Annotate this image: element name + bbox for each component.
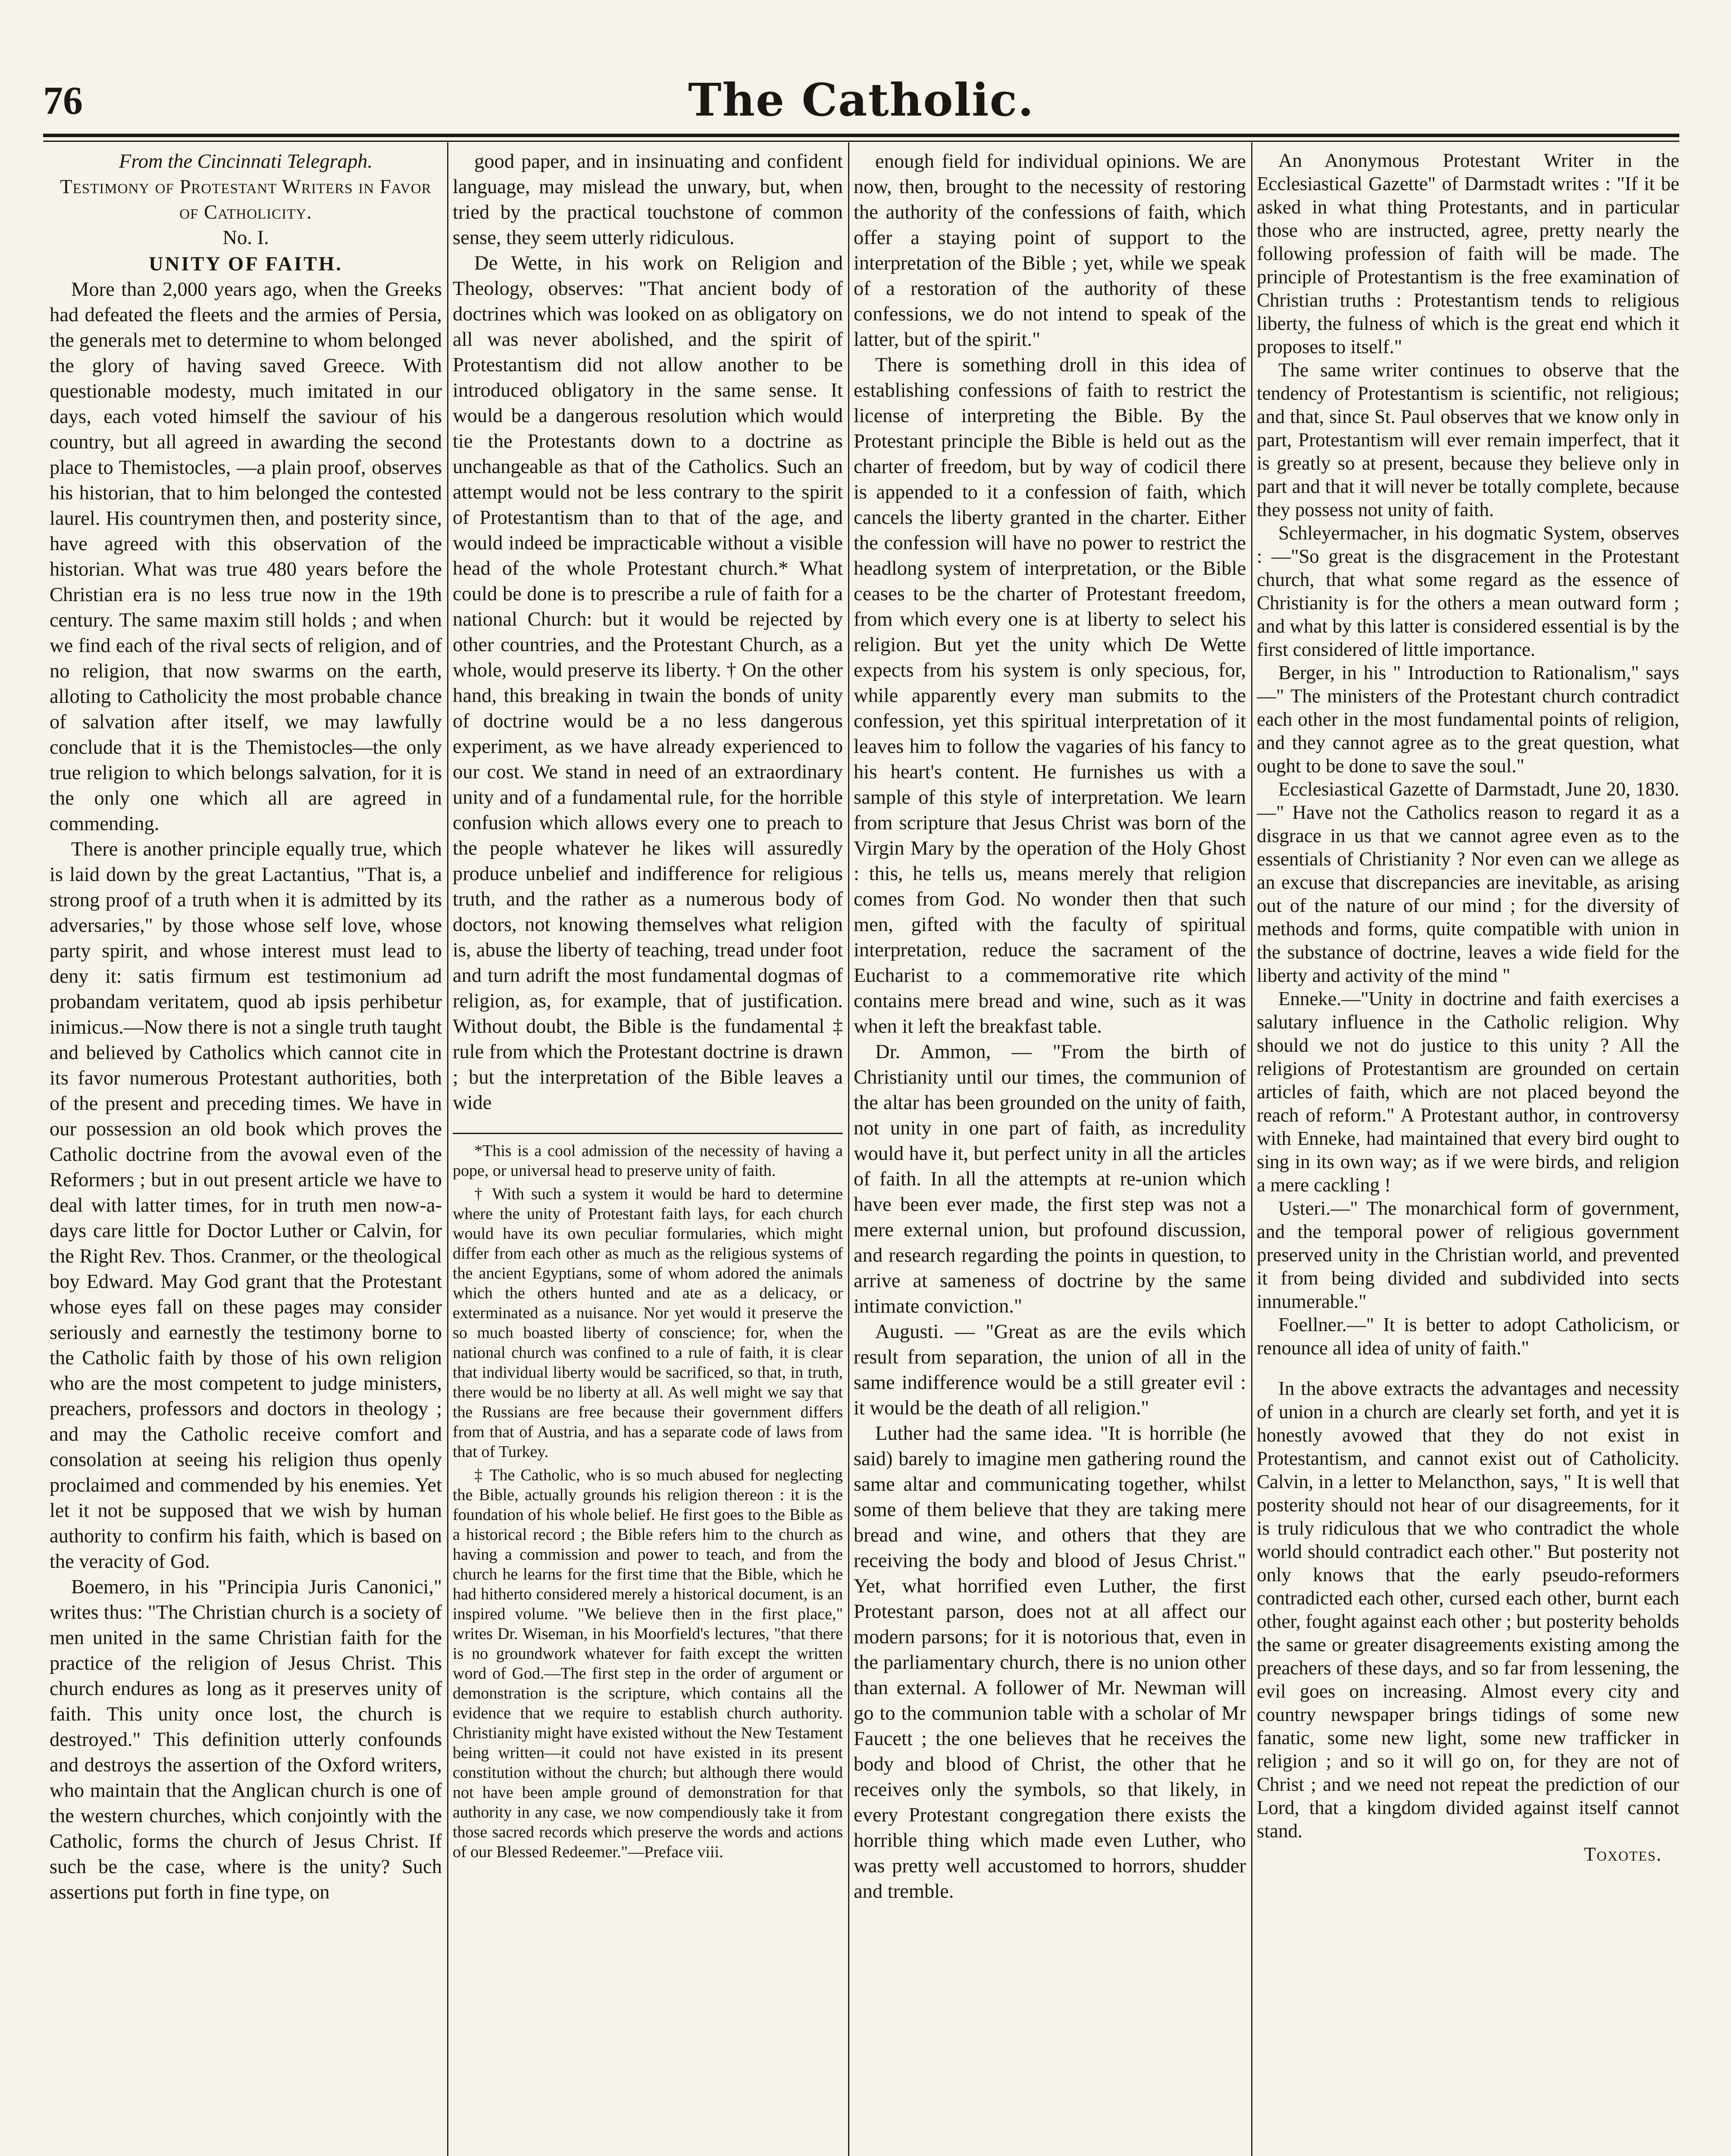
paragraph: Dr. Ammon, — "From the birth of Christianity until our times, the communion of the altar has been grounded on the unity of faith, not unity in one part of faith, as incredulity would have it, but perfect unity in all the articles of faith. In all the attempts at re-union which have been ever made, the first step was not a mere external union, but profound discussion, and research regarding the points in question, to arrive at sameness of doctrine by the same intimate conviction." bbox=[854, 1041, 1246, 1317]
column-2 bbox=[453, 149, 843, 2156]
author-signature: Toxotes. bbox=[1584, 1843, 1662, 1865]
paragraph: Augusti. — "Great as are the evils which result from separation, the union of all in the same indifference would be a still greater evil : it would be the death of all religion." bbox=[854, 1321, 1246, 1419]
footnote: † With such a system it would be hard to determine where the unity of Protestant faith lays, for each church would have its own peculiar formularies, which might differ from each other as much as the religious systems of the ancient Egyptians, some of whom adored the animals which the others hunted and ate as a delicacy, or exterminated as a nuisance. Nor yet would it preserve the so much boasted liberty of conscience; for, when the national church was confined to a rule of faith, it is clear that individual liberty would be sacrificed, so that, in truth, there would be no liberty at all. As well might we say that the Russians are free because their government differs from that of Austria, and has a separate code of laws from that of Turkey. bbox=[453, 1185, 843, 1461]
footnotes bbox=[453, 1133, 843, 1862]
paragraph: De Wette, in his work on Religion and Theology, observes: "That ancient body of doctrines which was looked on as obligatory on all was never abolished, and the spirit of Protestantism did not allow another to be introduced obligatory in the same sense. It would be a dangerous resolution which would tie the Protestants down to a doctrine as unchangeable as that of the Catholics. Such an attempt would not be less contrary to the spirit of Protestantism than to that of the age, and would indeed be impracticable without a visible head of the whole Protestant church.* What could be done is to prescribe a rule of faith for a national Church: but it would be rejected by other countries, and the Protestant Church, as a whole, would preserve its liberty. † On the other hand, this breaking in twain the bonds of unity of doctrine would be a no less dangerous experiment, as we have already experienced to our cost. We stand in need of an extraordinary unity and of a fundamental rule, for the horrible confusion which allows every one to preach to the people whatever he likes will assuredly produce unbelief and indifference for religious truth, and the rather as a numerous body of doctors, not knowing themselves what religion is, abuse the liberty of teaching, tread under foot and turn adrift the most fundamental dogmas of religion, as, for example, that of justification. Without doubt, the Bible is the fundamental ‡ rule from which the Protestant doctrine is drawn ; but the interpretation of the Bible leaves a wide bbox=[453, 252, 843, 1114]
masthead-title: The Catholic. bbox=[688, 73, 1035, 126]
column-divider bbox=[447, 142, 448, 2156]
paragraph: Luther had the same idea. "It is horrible (he said) barely to imagine men gathering round the same altar and communicating together, whilst some of them believe that they are taking mere bread and wine, and others that they are receiving the body and blood of Jesus Christ." Yet, what horrified even Luther, the first Protestant parson, does not at all affect our modern parsons; for it is notorious that, even in the parliamentary church, there is no union other than external. A follower of Mr. Newman will go to the communion table with a scholar of Mr Faucett ; the one believes that he receives the body and blood of Christ, the other that he receives only the symbols, so that likely, in every Protestant congregation there exists the horrible thing which made even Luther, who was pretty well accustomed to horrors, shudder and tremble. bbox=[854, 1423, 1246, 1902]
column-3 bbox=[854, 149, 1246, 2156]
article-series-title: Testimony of Protestant Writers in Favor of Catholicity. bbox=[60, 176, 432, 223]
paragraph: Berger, in his " Introduction to Rationalism," says—" The ministers of the Protestant church contradict each other in the most fundamental points of religion, and they cannot agree as to the great question, what ought to be done to save the soul." bbox=[1257, 662, 1679, 777]
column-4 bbox=[1257, 149, 1679, 2156]
article-source: From the Cincinnati Telegraph. bbox=[119, 150, 373, 172]
masthead bbox=[43, 73, 1679, 134]
paragraph: Usteri.—" The monarchical form of government, and the temporal power of religious government preserved unity in the Christian world, and prevented it from being divided and subdivided into sects innumerable." bbox=[1257, 1197, 1679, 1312]
paragraph: Ecclesiastical Gazette of Darmstadt, June 20, 1830.—" Have not the Catholics reason to regard it as a disgrace in us that we cannot agree even as to the essentials of Christianity ? Nor even can we allege as an excuse that discrepancies are inevitable, as arising out of the nature of our mind ; for the diversity of methods and forms, quite compatible with union in the substance of doctrine, leaves a wide field for the liberty and activity of the mind " bbox=[1257, 778, 1679, 986]
masthead-rule-thick bbox=[43, 134, 1679, 137]
article-number: No. I. bbox=[222, 227, 269, 249]
article-heading: UNITY OF FAITH. bbox=[149, 253, 343, 275]
paragraph: Schleyermacher, in his dogmatic System, observes : —"So great is the disgracement in the Protestant church, that what some regard as the essence of Christianity is for the others a mean outward form ; and what by this latter is considered essential is by the first considered of little importance. bbox=[1257, 522, 1679, 660]
page-number: 76 bbox=[43, 78, 83, 122]
paragraph: More than 2,000 years ago, when the Greeks had defeated the fleets and the armies of Persia, the generals met to determine to whom belonged the glory of having saved Greece. With questionable modesty, much imitated in our days, each voted himself the saviour of his country, but all agreed in awarding the second place to Themistocles, —a plain proof, observes his historian, that to him belonged the contested laurel. His countrymen then, and posterity since, have agreed with this observation of the historian. What was true 480 years before the Christian era is no less true now in the 19th century. The same maxim still holds ; and when we find each of the rival sects of religion, and of no religion, that now swarms on the earth, alloting to Catholicity the most probable chance of salvation after itself, we may lawfully conclude that it is the Themistocles—the only true religion to which belongs salvation, for it is the only one which all are agreed in commending. bbox=[50, 279, 442, 835]
column-1 bbox=[50, 149, 442, 2156]
paragraph: Boemero, in his "Principia Juris Canonici," writes thus: "The Christian church is a society of men united in the same Christian faith for the practice of the religion of Jesus Christ. This church endures as long as it preserves unity of faith. This unity once lost, the church is destroyed." This definition utterly confounds and destroys the assertion of the Oxford writers, who maintain that the Anglican church is one of the western churches, which conjointly with the Catholic, forms the church of Jesus Christ. If such be the case, where is the unity? Such assertions put forth in fine type, on bbox=[50, 1576, 442, 1903]
paragraph: Enneke.—"Unity in doctrine and faith exercises a salutary influence in the Catholic religion. Why should we not do justice to this unity ? All the religions of Protestantism are grounded on certain articles of faith, which are not placed beyond the reach of reform." A Protestant author, in controversy with Enneke, had maintained that every bird ought to sing in its own way; as if we were birds, and religion a mere cackling ! bbox=[1257, 988, 1679, 1196]
paragraph: The same writer continues to observe that the tendency of Protestantism is scientific, not religious; and that, since St. Paul observes that we know only in part, Protestantism will ever remain imperfect, that it is greatly so at present, because they believe only in part and that it will never be totally complete, because they possess not unity of faith. bbox=[1257, 359, 1679, 520]
paragraph: There is another principle equally true, which is laid down by the great Lactantius, "That is, a strong proof of a truth when it is admitted by its adversaries," by those whose self love, whose party spirit, and whose interest must lead to deny it: satis firmum est testimonium ad probandam veritatem, quod ab ipsis perhibetur inimicus.—Now there is not a single truth taught and believed by Catholics which cannot cite in its favor numerous Protestant authorities, both of the present and preceding times. We have in our possession an old book which proves the Catholic doctrine from the avowal even of the Reformers ; but in out present article we have to deal with latter times, for in truth men now-a-days care little for Doctor Luther or Calvin, for the Right Rev. Thos. Cranmer, or the theological boy Edward. May God grant that the Protestant whose eyes fall on these pages may consider seriously and earnestly the testimony borne to the Catholic faith by those of his own religion who are the most competent to judge ministers, preachers, professors and doctors in theology ; and may the Catholic receive comfort and consolation at seeing his religion thus openly proclaimed and commended by his enemies. Yet let it not be supposed that we wish by human authority to confirm his faith, which is based on the veracity of God. bbox=[50, 838, 442, 1573]
column-divider bbox=[1251, 142, 1252, 2156]
masthead-rule-thin bbox=[43, 141, 1679, 142]
footnote: ‡ The Catholic, who is so much abused for neglecting the Bible, actually grounds his religion thereon : it is the foundation of his whole belief. He first goes to the Bible as a historical record ; the Bible refers him to the church as having a commission and power to teach, and from the church he learns for the first time that the Bible, which he had hitherto considered merely a historical document, is an inspired volume. "We believe then in the first place," writes Dr. Wiseman, in his Moorfield's lectures, "that there is no groundwork whatever for faith except the written word of God.—The first step in the order of argument or demonstration is the scripture, which contains all the evidence that we require to establish church authority. Christianity might have existed without the New Testament being written—it could not have existed in its present constitution without the church; but although there would not have been ample ground of demonstration for that authority in any case, we now compendiously take it from those sacred records which preserve the words and actions of our Blessed Redeemer."—Preface viii. bbox=[453, 1466, 843, 1861]
column-divider bbox=[848, 142, 849, 2156]
paragraph: There is something droll in this idea of establishing confessions of faith to restrict the license of interpreting the Bible. By the Protestant principle the Bible is held out as the charter of freedom, but by way of codicil there is appended to it a confession of faith, which cancels the liberty granted in the charter. Either the confession will have no power to restrict the headlong system of interpretation, or the Bible ceases to be the charter of Protestant freedom, from which every one is at liberty to select his religion. But yet the unity which De Wette expects from his system is only specious, for, while apparently every man submits to the confession, yet this spiritual interpretation of it leaves him to follow the vagaries of his fancy to his heart's content. He furnishes us with a sample of this style of interpretation. We learn from scripture that Jesus Christ was born of the Virgin Mary by the operation of the Holy Ghost : this, he tells us, means merely that religion comes from God. No wonder then that such men, gifted with the faculty of spiritual interpretation, reduce the sacrament of the Eucharist to a commemorative rite which contains mere bread and wine, such as it was when it left the breakfast table. bbox=[854, 354, 1246, 1037]
paragraph: enough field for individual opinions. We are now, then, brought to the necessity of restoring the authority of the confessions of faith, which offer a staying point of support to the interpretation of the Bible ; yet, while we speak of a restoration of the authority of these confessions, we do not intend to speak of the latter, but of the spirit." bbox=[854, 150, 1246, 351]
paragraph: In the above extracts the advantages and necessity of union in a church are clearly set forth, and yet it is honestly avowed that they do not exist in Protestantism, and cannot exist out of Catholicity. Calvin, in a letter to Melancthon, says, " It is well that posterity should not hear of our disagreements, for it is truly ridiculous that we who contradict the whole world should contradict each other." But posterity not only knows that the early pseudo-reformers contradicted each other, cursed each other, burnt each other, fought against each other ; but posterity beholds the same or greater disagreements existing among the preachers of these days, and so far from lessening, the evil goes on increasing. Almost every city and country newspaper brings tidings of some new fanatic, some new light, some new trafficker in religion ; and so it will go on, for they are not of Christ ; and we need not repeat the prediction of our Lord, that a kingdom divided against itself cannot stand. bbox=[1257, 1378, 1679, 1842]
footnote: *This is a cool admission of the necessity of having a pope, or universal head to preserve unity of faith. bbox=[453, 1142, 843, 1180]
paragraph: Foellner.—" It is better to adopt Catholicism, or renounce all idea of unity of faith." bbox=[1257, 1314, 1679, 1359]
paragraph: An Anonymous Protestant Writer in the Ecclesiastical Gazette" of Darmstadt writes : "If it be asked in what thing Protestants, and in particular those who are instructed, agree, pretty nearly the following profession of faith will be made. The principle of Protestantism is the free examination of Christian truths : Protestantism tends to religious liberty, the fulness of which is the great end which it proposes to itself." bbox=[1257, 150, 1679, 357]
paragraph: good paper, and in insinuating and confident language, may mislead the unwary, but, when tried by the practical touchstone of common sense, they seem utterly ridiculous. bbox=[453, 150, 843, 249]
